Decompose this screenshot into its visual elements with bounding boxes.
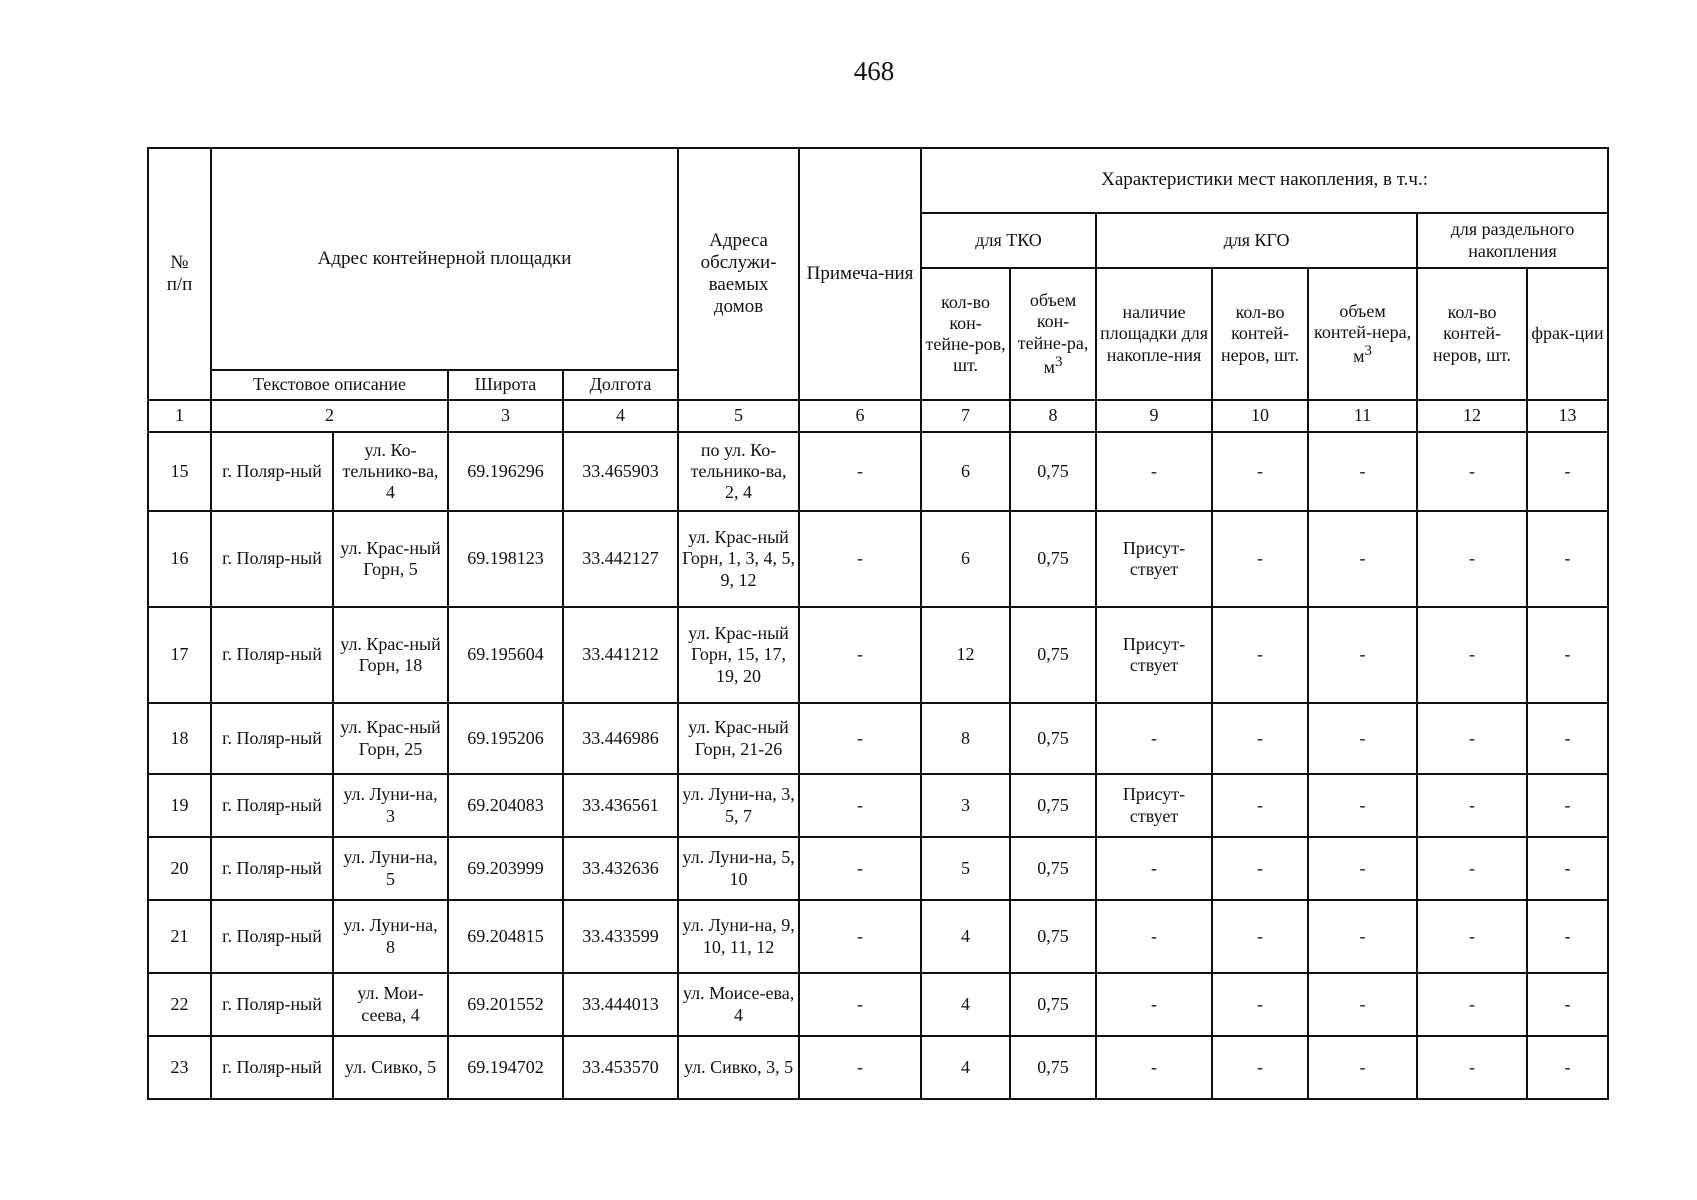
- row-tko-count: 4: [921, 1036, 1010, 1099]
- row-longitude: 33.432636: [563, 837, 678, 900]
- row-served-houses: ул. Крас-ный Горн, 21-26: [678, 703, 799, 774]
- row-tko-volume: 0,75: [1010, 511, 1096, 607]
- row-kgo-volume: -: [1308, 774, 1417, 837]
- row-served-houses: ул. Крас-ный Горн, 1, 3, 4, 5, 9, 12: [678, 511, 799, 607]
- row-separate-count: -: [1417, 511, 1527, 607]
- column-number: 4: [563, 400, 678, 432]
- header-latitude: Широта: [448, 370, 563, 400]
- column-number: 2: [211, 400, 448, 432]
- row-tko-count: 6: [921, 511, 1010, 607]
- row-tko-volume: 0,75: [1010, 973, 1096, 1036]
- row-kgo-count: -: [1212, 837, 1308, 900]
- row-kgo-count: -: [1212, 607, 1308, 703]
- row-separate-fractions: -: [1527, 511, 1608, 607]
- row-kgo-site: -: [1096, 1036, 1212, 1099]
- header-tko-count: кол-во кон-тейне-ров, шт.: [921, 268, 1010, 400]
- row-street: ул. Ко-тельнико-ва, 4: [333, 432, 448, 511]
- row-tko-count: 4: [921, 900, 1010, 973]
- row-kgo-count: -: [1212, 432, 1308, 511]
- row-note: -: [799, 703, 921, 774]
- column-number: 1: [148, 400, 211, 432]
- header-longitude: Долгота: [563, 370, 678, 400]
- column-numbers-row: [148, 400, 1608, 432]
- row-number: 16: [148, 511, 211, 607]
- row-longitude: 33.436561: [563, 774, 678, 837]
- row-served-houses: ул. Моисе-ева, 4: [678, 973, 799, 1036]
- row-number: 19: [148, 774, 211, 837]
- row-separate-fractions: -: [1527, 703, 1608, 774]
- row-city: г. Поляр-ный: [211, 900, 333, 973]
- row-latitude: 69.195206: [448, 703, 563, 774]
- table-row: [148, 703, 1608, 774]
- row-note: -: [799, 607, 921, 703]
- column-number: 5: [678, 400, 799, 432]
- row-served-houses: ул. Луни-на, 5, 10: [678, 837, 799, 900]
- row-tko-volume: 0,75: [1010, 1036, 1096, 1099]
- row-served-houses: ул. Луни-на, 9, 10, 11, 12: [678, 900, 799, 973]
- row-served-houses: ул. Луни-на, 3, 5, 7: [678, 774, 799, 837]
- row-latitude: 69.203999: [448, 837, 563, 900]
- row-city: г. Поляр-ный: [211, 703, 333, 774]
- row-separate-fractions: -: [1527, 1036, 1608, 1099]
- row-tko-volume: 0,75: [1010, 837, 1096, 900]
- row-latitude: 69.194702: [448, 1036, 563, 1099]
- row-tko-count: 12: [921, 607, 1010, 703]
- row-kgo-site: -: [1096, 837, 1212, 900]
- row-note: -: [799, 900, 921, 973]
- table-row: [148, 973, 1608, 1036]
- row-kgo-site: Присут-ствует: [1096, 511, 1212, 607]
- row-note: -: [799, 1036, 921, 1099]
- header-kgo-site: наличие площадки для накопле-ния: [1096, 268, 1212, 400]
- header-served-houses: Адреса обслужи-ваемых домов: [678, 148, 799, 400]
- row-kgo-site: -: [1096, 973, 1212, 1036]
- row-city: г. Поляр-ный: [211, 607, 333, 703]
- column-number: 10: [1212, 400, 1308, 432]
- row-note: -: [799, 837, 921, 900]
- row-latitude: 69.196296: [448, 432, 563, 511]
- row-kgo-count: -: [1212, 900, 1308, 973]
- column-number: 13: [1527, 400, 1608, 432]
- column-number: 8: [1010, 400, 1096, 432]
- row-separate-fractions: -: [1527, 837, 1608, 900]
- row-tko-count: 6: [921, 432, 1010, 511]
- row-number: 20: [148, 837, 211, 900]
- row-city: г. Поляр-ный: [211, 1036, 333, 1099]
- header-text-description: Текстовое описание: [211, 370, 448, 400]
- row-number: 17: [148, 607, 211, 703]
- row-kgo-volume: -: [1308, 973, 1417, 1036]
- row-street: ул. Мои-сеева, 4: [333, 973, 448, 1036]
- column-number: 7: [921, 400, 1010, 432]
- row-latitude: 69.204815: [448, 900, 563, 973]
- header-separate-count: кол-во контей-неров, шт.: [1417, 268, 1527, 400]
- row-kgo-count: -: [1212, 703, 1308, 774]
- row-tko-volume: 0,75: [1010, 432, 1096, 511]
- row-street: ул. Крас-ный Горн, 25: [333, 703, 448, 774]
- row-kgo-site: Присут-ствует: [1096, 607, 1212, 703]
- row-street: ул. Крас-ный Горн, 5: [333, 511, 448, 607]
- row-city: г. Поляр-ный: [211, 432, 333, 511]
- header-kgo-count: кол-во контей-неров, шт.: [1212, 268, 1308, 400]
- row-tko-count: 4: [921, 973, 1010, 1036]
- row-street: ул. Сивко, 5: [333, 1036, 448, 1099]
- row-longitude: 33.442127: [563, 511, 678, 607]
- row-tko-volume: 0,75: [1010, 774, 1096, 837]
- column-number: 6: [799, 400, 921, 432]
- row-latitude: 69.198123: [448, 511, 563, 607]
- row-separate-fractions: -: [1527, 774, 1608, 837]
- row-kgo-count: -: [1212, 973, 1308, 1036]
- row-street: ул. Крас-ный Горн, 18: [333, 607, 448, 703]
- row-city: г. Поляр-ный: [211, 973, 333, 1036]
- row-number: 18: [148, 703, 211, 774]
- row-kgo-volume: -: [1308, 511, 1417, 607]
- row-separate-count: -: [1417, 432, 1527, 511]
- row-separate-count: -: [1417, 837, 1527, 900]
- table-row: [148, 1036, 1608, 1099]
- header-kgo-volume: объем контей-нера, $м^3$: [1308, 268, 1417, 400]
- row-street: ул. Луни-на, 3: [333, 774, 448, 837]
- row-note: -: [799, 511, 921, 607]
- row-latitude: 69.195604: [448, 607, 563, 703]
- column-number: 12: [1417, 400, 1527, 432]
- header-num: № п/п: [148, 148, 211, 400]
- row-number: 22: [148, 973, 211, 1036]
- row-longitude: 33.453570: [563, 1036, 678, 1099]
- row-note: -: [799, 432, 921, 511]
- column-number: 11: [1308, 400, 1417, 432]
- row-kgo-count: -: [1212, 511, 1308, 607]
- row-note: -: [799, 774, 921, 837]
- row-kgo-volume: -: [1308, 1036, 1417, 1099]
- row-tko-volume: 0,75: [1010, 900, 1096, 973]
- row-separate-fractions: -: [1527, 900, 1608, 973]
- page-number: 468: [853, 56, 895, 86]
- header-characteristics: Характеристики мест накопления, в т.ч.:: [921, 148, 1608, 213]
- header-tko-volume: объем кон-тейне-ра, $м^3$: [1010, 268, 1096, 400]
- row-street: ул. Луни-на, 5: [333, 837, 448, 900]
- header-separate: для раздельного накопления: [1417, 213, 1608, 268]
- row-kgo-volume: -: [1308, 703, 1417, 774]
- row-kgo-site: -: [1096, 900, 1212, 973]
- column-number: 9: [1096, 400, 1212, 432]
- row-kgo-site: -: [1096, 432, 1212, 511]
- header-separate-fractions: фрак-ции: [1527, 268, 1608, 400]
- row-kgo-volume: -: [1308, 607, 1417, 703]
- row-kgo-site: Присут-ствует: [1096, 774, 1212, 837]
- row-separate-count: -: [1417, 703, 1527, 774]
- row-kgo-count: -: [1212, 1036, 1308, 1099]
- row-served-houses: ул. Сивко, 3, 5: [678, 1036, 799, 1099]
- row-number: 15: [148, 432, 211, 511]
- row-tko-count: 8: [921, 703, 1010, 774]
- container-sites-table: [147, 147, 1609, 1100]
- row-served-houses: по ул. Ко-тельнико-ва, 2, 4: [678, 432, 799, 511]
- header-address: Адрес контейнерной площадки: [211, 148, 678, 370]
- row-city: г. Поляр-ный: [211, 511, 333, 607]
- row-longitude: 33.446986: [563, 703, 678, 774]
- header-notes: Примеча-ния: [799, 148, 921, 400]
- header-row-1: [148, 148, 1608, 213]
- row-separate-count: -: [1417, 1036, 1527, 1099]
- row-kgo-volume: -: [1308, 900, 1417, 973]
- header-tko: для ТКО: [921, 213, 1096, 268]
- row-kgo-count: -: [1212, 774, 1308, 837]
- row-longitude: 33.465903: [563, 432, 678, 511]
- row-served-houses: ул. Крас-ный Горн, 15, 17, 19, 20: [678, 607, 799, 703]
- row-separate-count: -: [1417, 973, 1527, 1036]
- row-street: ул. Луни-на, 8: [333, 900, 448, 973]
- row-separate-count: -: [1417, 900, 1527, 973]
- row-latitude: 69.204083: [448, 774, 563, 837]
- table-row: [148, 900, 1608, 973]
- row-kgo-volume: -: [1308, 837, 1417, 900]
- table-row: [148, 607, 1608, 703]
- row-longitude: 33.444013: [563, 973, 678, 1036]
- table-row: [148, 432, 1608, 511]
- row-note: -: [799, 973, 921, 1036]
- table-row: [148, 511, 1608, 607]
- row-separate-count: -: [1417, 607, 1527, 703]
- column-number: 3: [448, 400, 563, 432]
- table-row: [148, 837, 1608, 900]
- header-kgo: для КГО: [1096, 213, 1417, 268]
- row-number: 21: [148, 900, 211, 973]
- row-tko-volume: 0,75: [1010, 607, 1096, 703]
- row-kgo-volume: -: [1308, 432, 1417, 511]
- row-separate-fractions: -: [1527, 432, 1608, 511]
- row-city: г. Поляр-ный: [211, 837, 333, 900]
- row-separate-fractions: -: [1527, 973, 1608, 1036]
- row-longitude: 33.433599: [563, 900, 678, 973]
- row-separate-fractions: -: [1527, 607, 1608, 703]
- row-city: г. Поляр-ный: [211, 774, 333, 837]
- row-tko-count: 5: [921, 837, 1010, 900]
- table-row: [148, 774, 1608, 837]
- row-latitude: 69.201552: [448, 973, 563, 1036]
- row-tko-count: 3: [921, 774, 1010, 837]
- row-number: 23: [148, 1036, 211, 1099]
- row-separate-count: -: [1417, 774, 1527, 837]
- row-kgo-site: -: [1096, 703, 1212, 774]
- row-longitude: 33.441212: [563, 607, 678, 703]
- row-tko-volume: 0,75: [1010, 703, 1096, 774]
